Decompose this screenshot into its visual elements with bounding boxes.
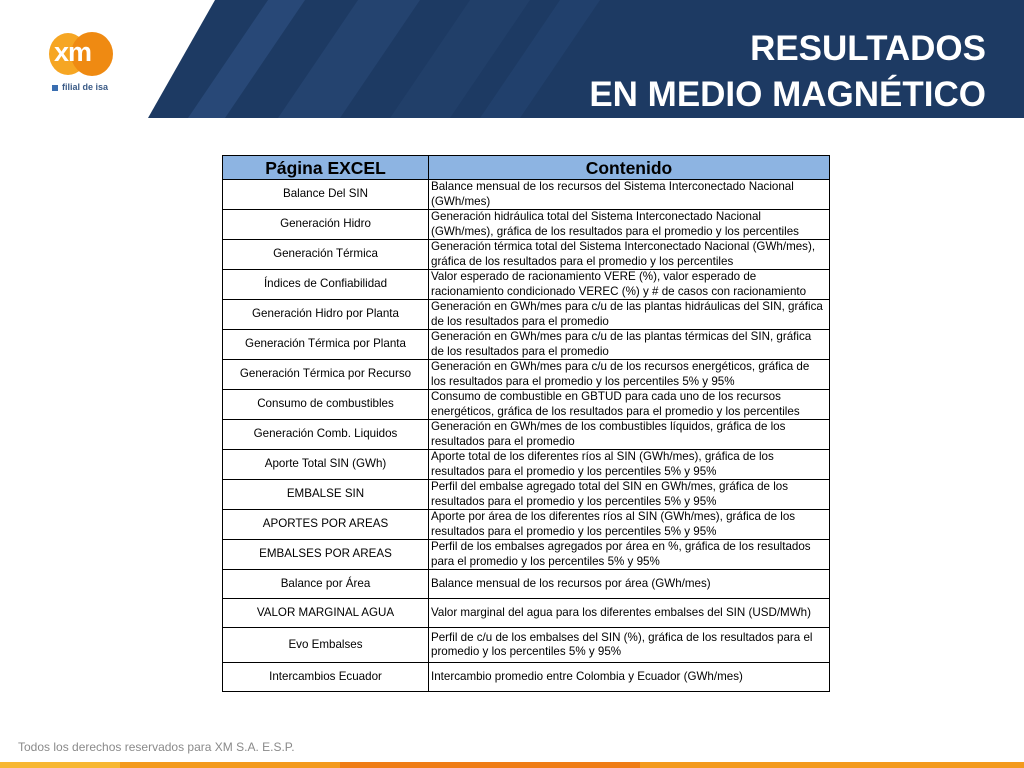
logo-tagline xyxy=(52,82,108,92)
table-row xyxy=(223,450,830,480)
sheet-name-cell: VALOR MARGINAL AGUA xyxy=(223,599,429,628)
sheet-name-cell: Evo Embalses xyxy=(223,628,429,663)
sheet-name-cell: Generación Comb. Liquidos xyxy=(223,420,429,450)
content-cell: Perfil de los embalses agregados por área en %, gráfica de los resultados para el promedio y los percentiles 5% y 95% xyxy=(429,540,830,570)
content-cell: Aporte por área de los diferentes ríos al SIN (GWh/mes), gráfica de los resultados para el promedio y los percentiles 5% y 95% xyxy=(429,510,830,540)
content-cell: Aporte total de los diferentes ríos al SIN (GWh/mes), gráfica de los resultados para el promedio y los percentiles 5% y 95% xyxy=(429,450,830,480)
footer-bar-segment xyxy=(120,762,340,768)
content-cell: Perfil de c/u de los embalses del SIN (%), gráfica de los resultados para el promedio y los percentiles 5% y 95% xyxy=(429,628,830,663)
content-cell: Valor marginal del agua para los diferentes embalses del SIN (USD/MWh) xyxy=(429,599,830,628)
table-row xyxy=(223,210,830,240)
column-header-content: Contenido xyxy=(429,156,830,180)
content-cell: Intercambio promedio entre Colombia y Ecuador (GWh/mes) xyxy=(429,663,830,692)
sheet-name-cell: APORTES POR AREAS xyxy=(223,510,429,540)
sheet-name-cell: Aporte Total SIN (GWh) xyxy=(223,450,429,480)
content-cell: Generación en GWh/mes de los combustibles líquidos, gráfica de los resultados para el promedio xyxy=(429,420,830,450)
sheet-name-cell: Generación Hidro xyxy=(223,210,429,240)
footer-bar-segment xyxy=(0,762,120,768)
table-row xyxy=(223,360,830,390)
sheet-name-cell: Índices de Confiabilidad xyxy=(223,270,429,300)
content-cell: Generación hidráulica total del Sistema Interconectado Nacional (GWh/mes), gráfica de los resultados para el promedio y los percentiles xyxy=(429,210,830,240)
table-row xyxy=(223,390,830,420)
table-row xyxy=(223,663,830,692)
xm-logo xyxy=(48,30,128,100)
table-row xyxy=(223,510,830,540)
table-row xyxy=(223,540,830,570)
table-row xyxy=(223,570,830,599)
content-cell: Generación térmica total del Sistema Interconectado Nacional (GWh/mes), gráfica de los resultados para el promedio y los percentiles xyxy=(429,240,830,270)
content-cell: Perfil del embalse agregado total del SIN en GWh/mes, gráfica de los resultados para el promedio y los percentiles 5% y 95% xyxy=(429,480,830,510)
sheet-name-cell: Generación Térmica xyxy=(223,240,429,270)
sheet-name-cell: EMBALSE SIN xyxy=(223,480,429,510)
column-header-sheet: Página EXCEL xyxy=(223,156,429,180)
page-title xyxy=(589,26,986,118)
isa-square-icon xyxy=(52,85,58,91)
header-band xyxy=(0,0,1024,120)
sheet-name-cell: Generación Térmica por Planta xyxy=(223,330,429,360)
footer-bar-segment xyxy=(640,762,1024,768)
sheet-name-cell: Balance por Área xyxy=(223,570,429,599)
sheet-name-cell: Balance Del SIN xyxy=(223,180,429,210)
sheet-name-cell: EMBALSES POR AREAS xyxy=(223,540,429,570)
sheet-name-cell: Generación Hidro por Planta xyxy=(223,300,429,330)
title-line-2: EN MEDIO MAGNÉTICO xyxy=(589,75,986,114)
content-cell: Consumo de combustible en GBTUD para cada uno de los recursos energéticos, gráfica de los resultados para el promedio y los percentiles xyxy=(429,390,830,420)
content-cell: Balance mensual de los recursos del Sistema Interconectado Nacional (GWh/mes) xyxy=(429,180,830,210)
content-cell: Generación en GWh/mes para c/u de los recursos energéticos, gráfica de los resultados para el promedio y los percentiles 5% y 95% xyxy=(429,360,830,390)
table-row xyxy=(223,270,830,300)
table-row xyxy=(223,330,830,360)
content-cell: Generación en GWh/mes para c/u de las plantas térmicas del SIN, gráfica de los resultados para el promedio xyxy=(429,330,830,360)
logo-tagline-text: filial de isa xyxy=(62,82,109,92)
sheet-name-cell: Consumo de combustibles xyxy=(223,390,429,420)
table-row xyxy=(223,480,830,510)
title-line-1: RESULTADOS xyxy=(750,29,986,68)
sheet-name-cell: Generación Térmica por Recurso xyxy=(223,360,429,390)
table-row xyxy=(223,420,830,450)
footer-copyright: Todos los derechos reservados para XM S.A. E.S.P. xyxy=(18,740,295,754)
table-row xyxy=(223,240,830,270)
table-row xyxy=(223,628,830,663)
content-cell: Generación en GWh/mes para c/u de las plantas hidráulicas del SIN, gráfica de los resultados para el promedio xyxy=(429,300,830,330)
content-cell: Valor esperado de racionamiento VERE (%), valor esperado de racionamiento condicionado VEREC (%) y # de casos con racionamiento xyxy=(429,270,830,300)
content-cell: Balance mensual de los recursos por área (GWh/mes) xyxy=(429,570,830,599)
logo-text: xm xyxy=(54,37,92,67)
table-row xyxy=(223,300,830,330)
table-row xyxy=(223,599,830,628)
table-row xyxy=(223,180,830,210)
sheet-name-cell: Intercambios Ecuador xyxy=(223,663,429,692)
results-table-wrap xyxy=(222,155,829,692)
results-table xyxy=(222,155,830,692)
table-header-row xyxy=(223,156,830,180)
footer-bar-segment xyxy=(340,762,640,768)
footer-color-bar xyxy=(0,762,1024,768)
